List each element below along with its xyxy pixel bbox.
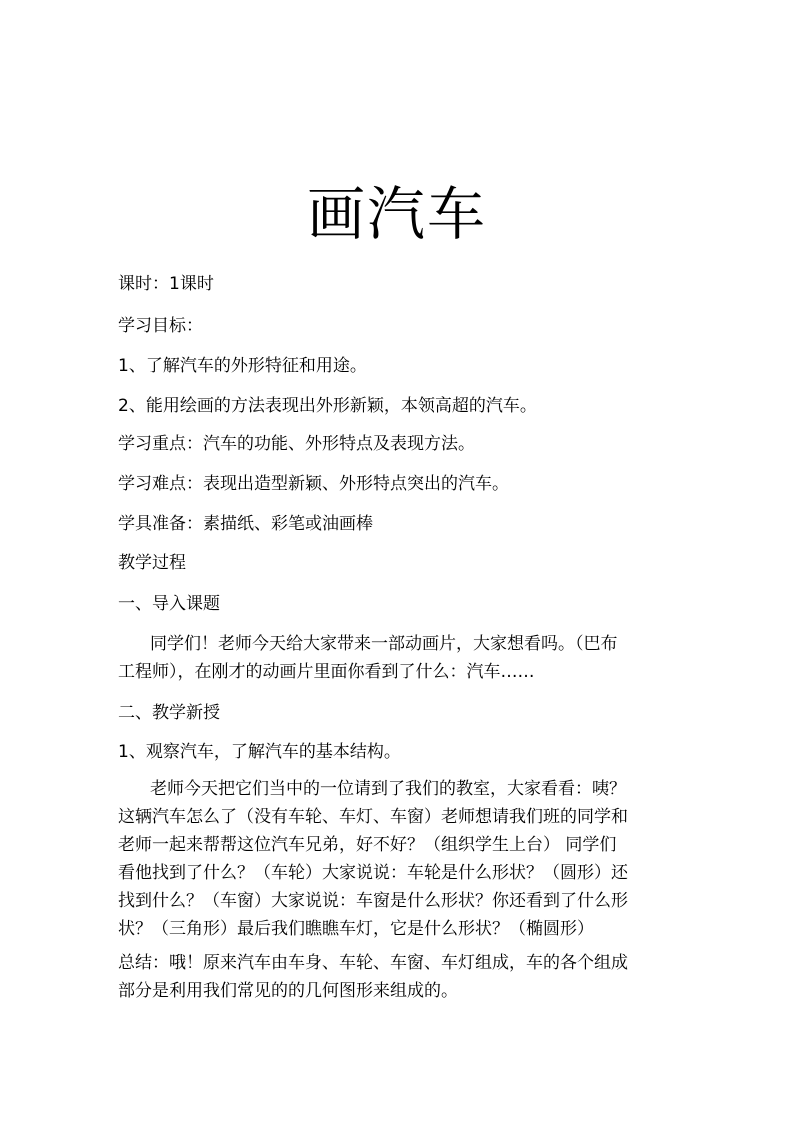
section-1-heading: 一、导入课题 — [118, 594, 220, 614]
objectives-heading: 学习目标： — [118, 316, 203, 336]
document-title: 画汽车 — [306, 180, 487, 248]
objective-1: 1、了解汽车的外形特征和用途。 — [118, 356, 367, 376]
summary-paragraph — [118, 949, 690, 1005]
paragraph-line: 老师一起来帮帮这位汽车兄弟，好不好？（组织学生上台） 同学们 — [118, 835, 617, 855]
process-heading: 教学过程 — [118, 553, 186, 573]
materials: 学具准备：素描纸、彩笔或油画棒 — [118, 514, 373, 534]
observe-paragraph — [118, 775, 690, 943]
difficulties: 学习难点：表现出造型新颖、外形特点突出的汽车。 — [118, 474, 509, 494]
paragraph-line: 部分是利用我们常见的的几何图形来组成的。 — [118, 981, 458, 1001]
paragraph-line: 工程师），在刚才的动画片里面你看到了什么：汽车…… — [118, 662, 535, 682]
intro-paragraph — [118, 630, 690, 686]
paragraph-line: 看他找到了什么？（车轮）大家说说：车轮是什么形状？（圆形）还 — [118, 863, 628, 883]
paragraph-line: 总结：哦！原来汽车由车身、车轮、车窗、车灯组成，车的各个组成 — [118, 953, 628, 973]
section-2-heading: 二、教学新授 — [118, 703, 220, 723]
paragraph-line: 状？（三角形）最后我们瞧瞧车灯，它是什么形状？（椭圆形） — [118, 919, 594, 939]
key-points: 学习重点：汽车的功能、外形特点及表现方法。 — [118, 434, 475, 454]
objective-2: 2、能用绘画的方法表现出外形新颖，本领高超的汽车。 — [118, 396, 537, 416]
paragraph-line: 这辆汽车怎么了（没有车轮、车灯、车窗）老师想请我们班的同学和 — [118, 807, 628, 827]
class-hours: 课时：1课时 — [118, 274, 214, 294]
paragraph-line: 老师今天把它们当中的一位请到了我们的教室，大家看看：咦？ — [150, 779, 626, 799]
step-1: 1、观察汽车，了解汽车的基本结构。 — [118, 742, 401, 762]
paragraph-line: 同学们！老师今天给大家带来一部动画片，大家想看吗。（巴布 — [150, 634, 618, 654]
paragraph-line: 找到什么？（车窗）大家说说：车窗是什么形状？你还看到了什么形 — [118, 891, 628, 911]
